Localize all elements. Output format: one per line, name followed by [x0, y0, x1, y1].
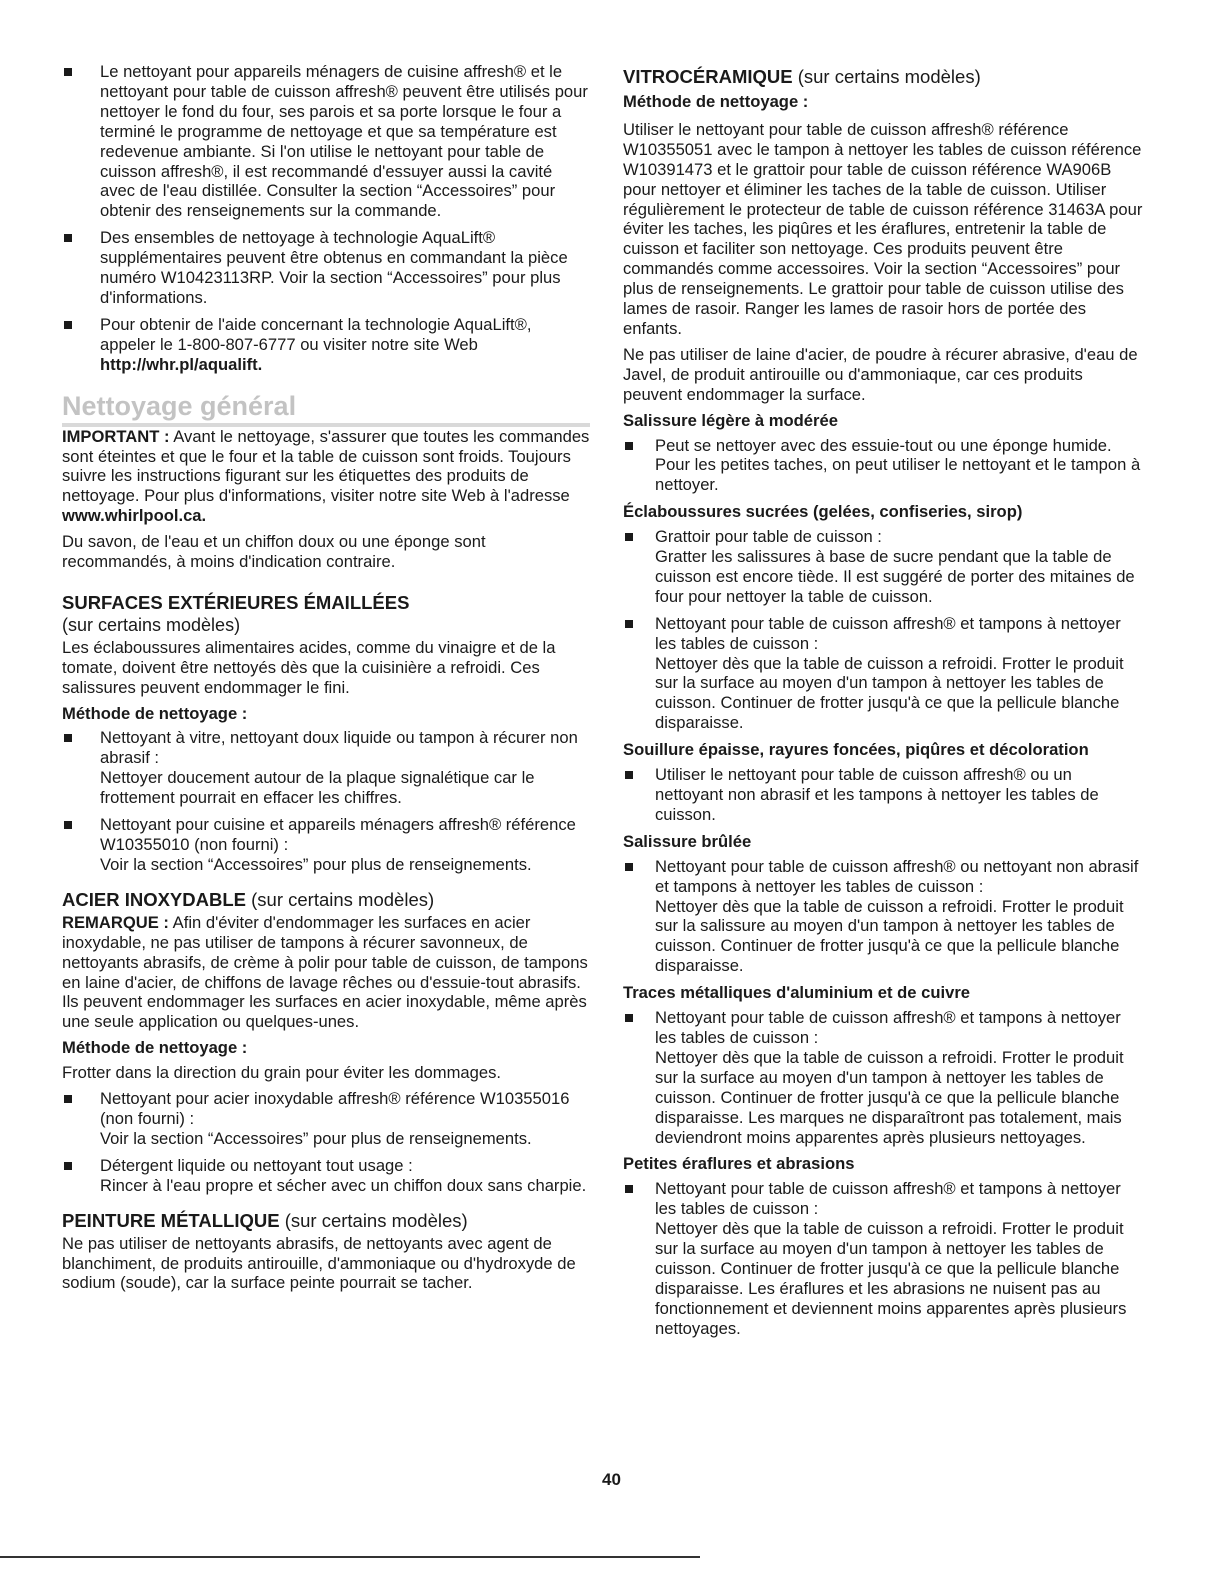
enamel-title: SURFACES EXTÉRIEURES ÉMAILLÉES	[62, 591, 410, 613]
whirlpool-link[interactable]: www.whirlpool.ca.	[62, 506, 207, 526]
section-heading-general-cleaning: Nettoyage général	[62, 391, 590, 427]
list-item	[62, 728, 590, 808]
aqualift-help-text: Pour obtenir de l'aide concernant la technologie AquaLift®, appeler le 1-800-807-6777 ou visiter notre site Web	[100, 314, 532, 354]
sugar-spill-list	[623, 527, 1143, 733]
metal-marks-list	[623, 1008, 1143, 1147]
list-item	[623, 527, 1143, 607]
ceramic-paragraph-1: Utiliser le nettoyant pour table de cuisson affresh® référence W10355051 avec le tampon à nettoyer les tables de cuisson référence W10391473 et le grattoir pour table de cuisson référence WA906B pour nettoyer et éliminer les taches de la table de cuisson. Utiliser régulièrement le protecteur de table de cuisson référence 31463A pour éviter les taches, les piqûres et les éraflures, entretenir la table de cuisson et faciliter son nettoyage. Ces produits peuvent être commandés comme accessoires. Voir la section “Accessoires” pour plus de renseignements. Le grattoir pour table de cuisson utilise des lames de rasoir. Ranger les lames de rasoir hors de portée des enfants.	[623, 119, 1143, 338]
list-item	[623, 1008, 1143, 1147]
steel-method-list	[62, 1089, 590, 1196]
important-label: IMPORTANT :	[62, 426, 170, 446]
metal-marks-label: Traces métalliques d'aluminium et de cuivre	[623, 983, 971, 1003]
scratches-b1-title: Nettoyant pour table de cuisson affresh® et tampons à nettoyer les tables de cuisson :	[655, 1179, 1121, 1219]
important-paragraph	[62, 427, 590, 527]
steel-heading	[62, 889, 590, 911]
sugar-spill-label: Éclaboussures sucrées (gelées, confiseries, sirop)	[623, 502, 1023, 522]
scratches-label: Petites éraflures et abrasions	[623, 1154, 855, 1174]
enamel-method-label: Méthode de nettoyage :	[62, 703, 248, 723]
enamel-method-list	[62, 728, 590, 874]
list-item	[62, 815, 590, 875]
steel-b2-text: Rincer à l'eau propre et sécher avec un chiffon doux sans charpie.	[100, 1175, 587, 1195]
remark-text: Afin d'éviter d'endommager les surfaces en acier inoxydable, ne pas utiliser de tampons à récurer savonneux, de nettoyants abrasifs, de crème à polir pour table de cuisson, de tampons en laine d'acier, de chiffons de lavage rêches ou d'essuie-tout abrasifs. Ils peuvent endommager les surfaces en acier inoxydable, même après une seule application ou quelques-unes.	[62, 912, 588, 1032]
bottom-divider	[0, 1556, 700, 1558]
steel-b1-text: Voir la section “Accessoires” pour plus de renseignements.	[100, 1128, 532, 1148]
page-number: 40	[602, 1470, 621, 1489]
sugar-b1-title: Grattoir pour table de cuisson :	[655, 527, 882, 547]
aqualift-bullet-list	[62, 62, 590, 375]
scratches-list	[623, 1179, 1143, 1338]
ceramic-title: VITROCÉRAMIQUE	[623, 66, 793, 87]
paint-text: Ne pas utiliser de nettoyants abrasifs, de nettoyants avec agent de blanchiment, de produits antirouille, d'ammoniaque ou d'hydroxyde de sodium (soude), car la surface peinte pourrait se tacher.	[62, 1233, 576, 1293]
enamel-b2-text: Voir la section “Accessoires” pour plus de renseignements.	[100, 854, 532, 874]
ceramic-heading	[623, 66, 1143, 88]
list-item: Utiliser le nettoyant pour table de cuisson affresh® ou un nettoyant non abrasif et les tampons à nettoyer les tables de cuisson.	[623, 765, 1143, 825]
light-soil-label: Salissure légère à modérée	[623, 410, 838, 430]
scratches-b1-text: Nettoyer dès que la table de cuisson a refroidi. Frotter le produit sur la surface au moyen d'un tampon à nettoyer les tables de cuisson. Continuer de frotter jusqu'à ce que la pellicule blanche disparaisse. Les éraflures et les abrasions ne nuisent pas au fonctionnement et deviennent moins apparentes après plusieurs nettoyages.	[655, 1219, 1127, 1338]
paint-title: PEINTURE MÉTALLIQUE	[62, 1209, 280, 1231]
metal-b1-text: Nettoyer dès que la table de cuisson a refroidi. Frotter le produit sur la surface au moyen d'un tampon à nettoyer les tables de cuisson. Continuer de frotter jusqu'à ce que la pellicule blanche disparaisse. Les marques ne disparaîtront pas totalement, mais deviendront moins apparentes après plusieurs nettoyages.	[655, 1047, 1124, 1147]
ceramic-note: (sur certains modèles)	[797, 66, 981, 87]
burnt-soil-label: Salissure brûlée	[623, 831, 752, 851]
steel-grain-text: Frotter dans la direction du grain pour éviter les dommages.	[62, 1063, 502, 1083]
enamel-note: (sur certains modèles)	[62, 614, 241, 635]
heavy-soil-list	[623, 765, 1143, 825]
list-item: Peut se nettoyer avec des essuie-tout ou une éponge humide. Pour les petites taches, on peut utiliser le nettoyant et le tampon à nettoyer.	[623, 436, 1143, 496]
soap-paragraph: Du savon, de l'eau et un chiffon doux ou une éponge sont recommandés, à moins d'indication contraire.	[62, 532, 486, 572]
list-item	[623, 857, 1143, 976]
metal-b1-title: Nettoyant pour table de cuisson affresh® et tampons à nettoyer les tables de cuisson :	[655, 1008, 1121, 1047]
steel-b1-title: Nettoyant pour acier inoxydable affresh® référence W10355016 (non fourni) :	[100, 1089, 570, 1128]
enamel-b1-text: Nettoyer doucement autour de la plaque signalétique car le frottement pourrait en effacer les chiffres.	[100, 768, 535, 808]
paint-heading	[62, 1210, 590, 1232]
enamel-b1-title: Nettoyant à vitre, nettoyant doux liquide ou tampon à récurer non abrasif :	[100, 728, 578, 768]
sugar-b1-text: Gratter les salissures à base de sucre pendant que la table de cuisson est encore tiède. Il est suggéré de porter des mitaines de four pour nettoyer la table de cuisson.	[655, 547, 1135, 606]
burnt-b1-text: Nettoyer dès que la table de cuisson a refroidi. Frotter le produit sur la salissure au moyen d'un tampon à nettoyer les tables de cuisson. Continuer de frotter jusqu'à ce que la pellicule blanche disparaisse.	[655, 896, 1124, 976]
enamel-intro: Les éclaboussures alimentaires acides, comme du vinaigre et de la tomate, doivent être nettoyés dès que la cuisinière a refroidi. Ces salissures peuvent endommager le fini.	[62, 637, 556, 697]
list-item	[623, 614, 1143, 733]
aqualift-link[interactable]: http://whr.pl/aqualift.	[100, 354, 263, 374]
heavy-soil-label: Souillure épaisse, rayures foncées, piqûres et décoloration	[623, 740, 1089, 760]
light-soil-list	[623, 436, 1143, 496]
burnt-b1-title: Nettoyant pour table de cuisson affresh® ou nettoyant non abrasif et tampons à nettoyer les tables de cuisson :	[655, 856, 1139, 896]
steel-title: ACIER INOXYDABLE	[62, 888, 246, 910]
steel-b2-title: Détergent liquide ou nettoyant tout usage :	[100, 1155, 413, 1175]
enamel-b2-title: Nettoyant pour cuisine et appareils ménagers affresh® référence W10355010 (non fourni) :	[100, 815, 576, 854]
list-item: Le nettoyant pour appareils ménagers de cuisine affresh® et le nettoyant pour table de cuisson affresh® peuvent être utilisés pour nettoyer le fond du four, ses parois et sa porte lorsque le four a terminé le programme de nettoyage et que sa température est redevenue ambiante. Si l'on utilise le nettoyant pour table de cuisson affresh®, il est recommandé d'essuyer aussi la cavité avec de l'eau distillée. Consulter la section “Accessoires” pour obtenir des renseignements sur la commande.	[62, 62, 590, 221]
list-item: Des ensembles de nettoyage à technologie AquaLift® supplémentaires peuvent être obtenus en commandant la pièce numéro W10423113RP. Voir la section “Accessoires” pour plus d'informations.	[62, 228, 590, 308]
list-item	[62, 1156, 590, 1196]
list-item	[62, 1089, 590, 1149]
sugar-b2-text: Nettoyer dès que la table de cuisson a refroidi. Frotter le produit sur la surface au moyen d'un tampon à nettoyer les tables de cuisson. Continuer de frotter jusqu'à ce que la pellicule blanche disparaisse.	[655, 653, 1124, 733]
steel-method-label: Méthode de nettoyage :	[62, 1038, 248, 1058]
burnt-soil-list	[623, 857, 1143, 976]
important-text: Avant le nettoyage, s'assurer que toutes les commandes sont éteintes et que le four et la table de cuisson sont froids. Toujours suivre les instructions figurant sur les étiquettes des produits de nettoyage. Pour plus d'informations, visiter notre site Web à l'adresse	[62, 426, 590, 506]
steel-note: (sur certains modèles)	[251, 888, 435, 910]
ceramic-method-label: Méthode de nettoyage :	[623, 92, 809, 111]
right-column	[623, 62, 1143, 1346]
list-item	[623, 1179, 1143, 1338]
paint-note: (sur certains modèles)	[284, 1209, 468, 1231]
sugar-b2-title: Nettoyant pour table de cuisson affresh® et tampons à nettoyer les tables de cuisson :	[655, 613, 1121, 653]
steel-remark	[62, 913, 590, 1032]
ceramic-paragraph-2: Ne pas utiliser de laine d'acier, de poudre à récurer abrasive, d'eau de Javel, de produit antirouille ou d'ammoniaque, car ces produits peuvent endommager la surface.	[623, 344, 1138, 404]
remark-label: REMARQUE :	[62, 912, 169, 932]
left-column	[62, 62, 590, 1299]
list-item	[62, 315, 590, 375]
